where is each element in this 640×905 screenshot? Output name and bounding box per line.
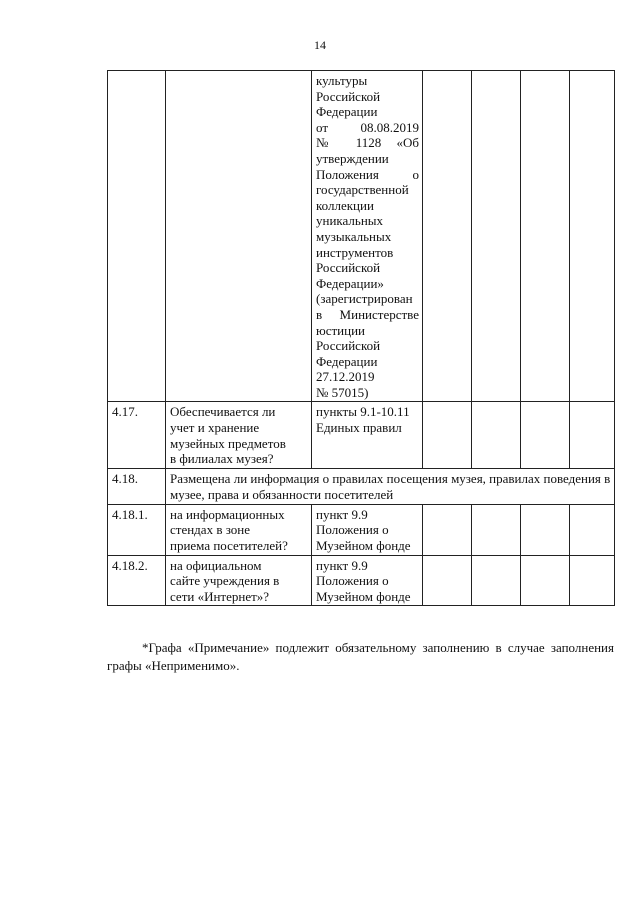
table-row	[108, 555, 615, 606]
note-cell	[570, 555, 615, 606]
legal-basis-cell	[312, 555, 423, 606]
question-cell	[166, 402, 312, 468]
legal-basis-cell	[312, 504, 423, 555]
table-row	[108, 71, 615, 402]
note-cell	[570, 71, 615, 402]
question-cell	[166, 71, 312, 402]
row-number-cell: 4.17.	[108, 402, 166, 468]
answer-yes-cell	[423, 71, 472, 402]
legal-basis-line: (зарегистрирован	[316, 291, 413, 307]
question-line: музейных предметов	[170, 435, 286, 451]
question-line: приема посетителей?	[170, 538, 288, 554]
question-line: учет и хранение	[170, 420, 260, 436]
answer-not-applicable-cell	[521, 555, 570, 606]
question-line: на официальном	[170, 557, 262, 573]
legal-basis-line: Музейном фонде	[316, 538, 411, 554]
legal-basis-line: 27.12.2019	[316, 369, 375, 385]
legal-basis-line: культуры	[316, 73, 368, 88]
legal-basis-line: Федерации	[316, 353, 378, 369]
answer-not-applicable-cell	[521, 71, 570, 402]
legal-basis-line: Положения о	[316, 166, 419, 182]
legal-basis-line: Российской	[316, 260, 381, 276]
legal-basis-line: Федерации	[316, 104, 378, 120]
question-cell	[166, 504, 312, 555]
legal-basis-line: № 57015)	[316, 384, 369, 400]
legal-basis-line: коллекции	[316, 197, 374, 213]
legal-basis-line: Федерации»	[316, 275, 384, 291]
table-row	[108, 468, 615, 504]
legal-basis-line: утверждении	[316, 150, 389, 166]
legal-basis-line: пункт 9.9	[316, 506, 368, 522]
legal-basis-line: Положения о	[316, 522, 389, 538]
legal-basis-cell	[312, 402, 423, 468]
legal-basis-line: государственной	[316, 182, 409, 198]
question-line: на информационных	[170, 506, 285, 522]
legal-basis-line: пункт 9.9	[316, 557, 368, 573]
legal-basis-line: Положения о	[316, 573, 389, 589]
legal-basis-line: Музейном фонде	[316, 588, 411, 604]
question-line: сайте учреждения в	[170, 573, 280, 589]
question-line: Обеспечивается ли	[170, 404, 276, 420]
checklist-table	[107, 70, 615, 606]
page-number: 14	[314, 38, 326, 52]
table-row	[108, 504, 615, 555]
row-number-cell: 4.18.1.	[108, 504, 166, 555]
legal-basis-line: пункты 9.1-10.11	[316, 404, 410, 420]
answer-no-cell	[472, 555, 521, 606]
legal-basis-line: № 1128 «Об	[316, 135, 419, 151]
question-line: сети «Интернет»?	[170, 588, 270, 604]
legal-basis-line: музыкальных	[316, 228, 392, 244]
answer-not-applicable-cell	[521, 402, 570, 468]
footnote: *Графа «Примечание» подлежит обязательному заполнению в случае заполнения графы «Неприменимо».	[107, 640, 614, 673]
question-cell	[166, 555, 312, 606]
answer-yes-cell	[423, 555, 472, 606]
legal-basis-line: от 08.08.2019	[316, 119, 419, 135]
section-question-cell: Размещена ли информация о правилах посещения музея, правилах поведения в музее, права и обязанности посетителей	[166, 468, 615, 504]
answer-yes-cell	[423, 504, 472, 555]
answer-not-applicable-cell	[521, 504, 570, 555]
note-cell	[570, 504, 615, 555]
table-row	[108, 402, 615, 468]
question-line: в филиалах музея?	[170, 451, 274, 467]
legal-basis-line: в Министерстве	[316, 306, 419, 322]
note-cell	[570, 402, 615, 468]
legal-basis-line: юстиции	[316, 322, 365, 338]
answer-no-cell	[472, 71, 521, 402]
answer-no-cell	[472, 504, 521, 555]
question-line: стендах в зоне	[170, 522, 250, 538]
legal-basis-line: Единых правил	[316, 420, 402, 436]
row-number-cell	[108, 71, 166, 402]
answer-yes-cell	[423, 402, 472, 468]
legal-basis-cell	[312, 71, 423, 402]
row-number-cell: 4.18.	[108, 468, 166, 504]
legal-basis-line: уникальных	[316, 213, 384, 229]
legal-basis-line: Российской	[316, 88, 381, 104]
row-number-cell: 4.18.2.	[108, 555, 166, 606]
legal-basis-line: Российской	[316, 338, 381, 354]
answer-no-cell	[472, 402, 521, 468]
legal-basis-line: инструментов	[316, 244, 394, 260]
